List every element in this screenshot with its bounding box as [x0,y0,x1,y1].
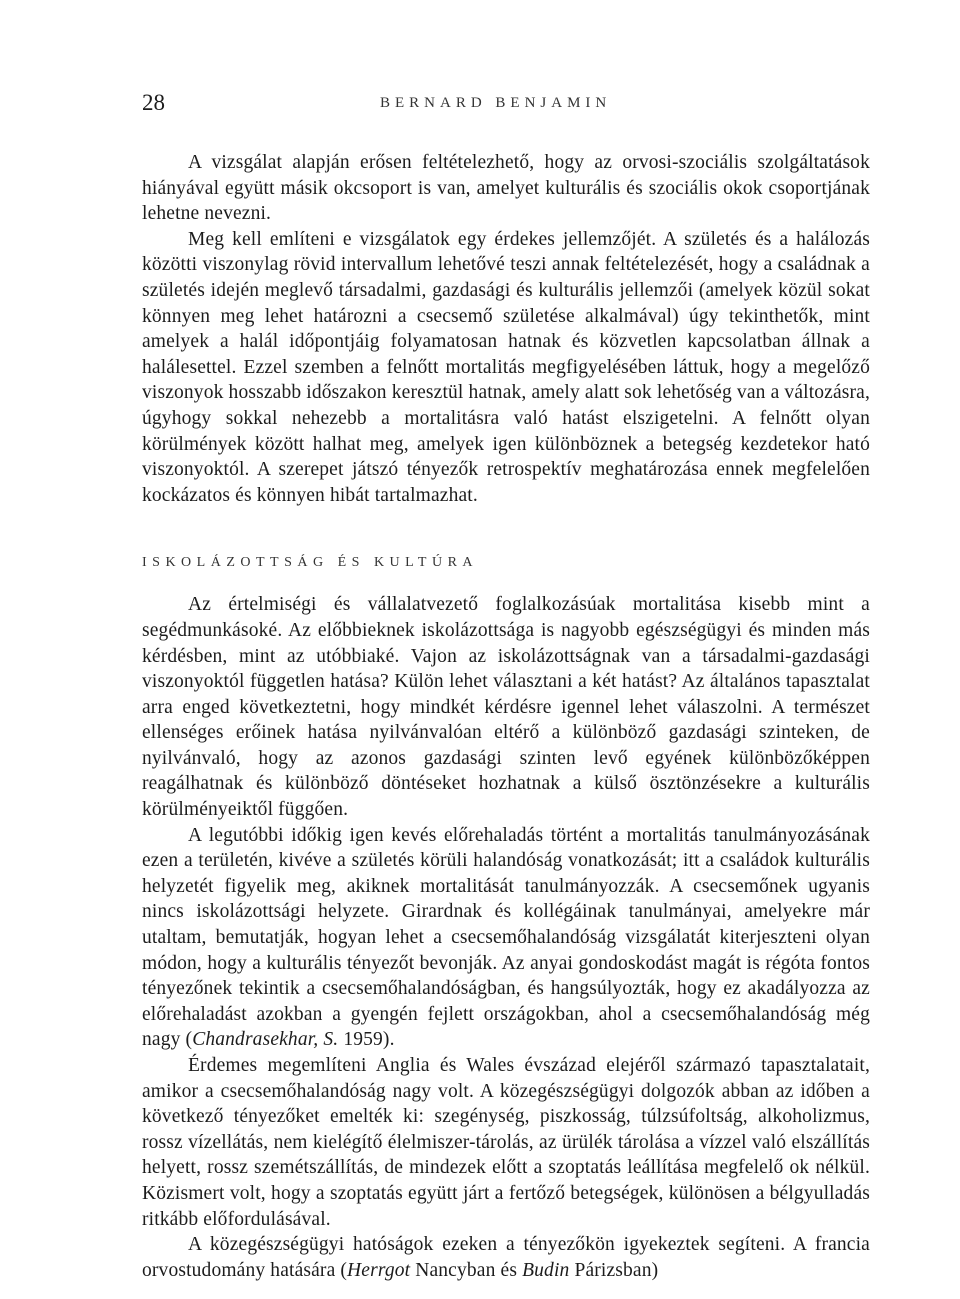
paragraph-text: A legutóbbi időkig igen kevés előrehaladás történt a mortalitás tanulmányozásának ezen a területén, kivéve a születés körüli halandóság vonatkozását; itt a családok kulturális helyzetét figyelik meg, akiknek mortalitását tanulmányozzák. A csecsemőnek ugyanis nincs iskolázottsági helyzete. Girardnak és kollégáinak tanulmányai, amelyekre már utaltam, bemutatják, hogyan lehet a csecsemőhalandóság vizsgálatát kiterjeszteni olyan módon, hogy a kulturális tényezőt bevonják. Az anyai gondoskodást magát is régóta fontos tényezőnek tekintik a csecsemőhalandóságban, és hangsúlyozták, hogy ez akadályozza az előrehaladást azokban a gyengén fejlett országokban, ahol a csecsemőhalandóság még nagy ( [142,824,870,1051]
running-head: BERNARD BENJAMIN [380,95,612,111]
citation-author: Chandrasekhar, S. [192,1029,339,1051]
section-heading: ISKOLÁZOTTSÁG ÉS KULTÚRA [142,555,479,571]
person-name: Budin [522,1259,570,1281]
paragraph: Meg kell említeni e vizsgálatok egy érdekes jellemzőjét. A születés és a halálozás közötti viszonylag rövid intervallum lehetővé teszi annak feltételezését, hogy a családnak a születés idején meglevő társadalmi, gazdasági és kulturális jellemzői (amelyek közül sokat könnyen meg lehet határozni a csecsemő születése alkalmával) úgy tekinthetők, mint amelyek a halál időpontjáig folyamatosan hatnak és közvetlen kapcsolatban állnak a halálesettel. Ezzel szemben a felnőtt mortalitás megfigyelésében láttuk, hogy a megelőző viszonyok hosszabb időszakon keresztül hatnak, amely alatt sok lehetőség van a változásra, úgyhogy sokkal nehezebb a mortalitásra való hatást elszigetelni. A felnőtt olyan körülmények között halhat meg, amelyek igen különböznek a betegség kezdetekor ható viszonyoktól. A szerepet játszó tényezők retrospektív meghatározása ennek megfelelően kockázatos és könnyen hibát tartalmazhat. [142,228,870,506]
paragraph: Az értelmiségi és vállalatvezető foglalkozásúak mortalitása kisebb mint a segédmunkásoké. Az előbbieknek iskolázottsága is nagyobb egészségügyi és minden más kérdésben, mint az utóbbiaké. Vajon az iskolázottságnak van a társadalmi-gazdasági viszonyoktól független hatása? Külön lehet választani a két hatást? Az általános tapasztalat arra enged következtetni, hogy mindkét kérdésre igennel lehet válaszolni. A természet ellenséges erőinek hatása nyilvánvalóan eltérő a különböző gazdasági szinteken, de nyilvánvaló, hogy az azonos gazdasági szinten levő egyének különbözőképpen reagálhatnak és különböző döntéseket hozhatnak a külső ösztönzésekre a kulturális körülményeiktől függően. [142,594,870,821]
paragraph-text: 1959). [338,1029,395,1051]
body-text [142,150,870,1283]
page-number: 28 [142,90,165,115]
paragraph: A vizsgálat alapján erősen feltételezhető, hogy az orvosi-szociális szolgáltatások hiányával együtt másik okcsoport is van, amelyet kulturális és szociális okok csoportjának lehetne nevezni. [142,152,870,225]
paragraph [142,1232,870,1283]
paragraph [142,823,870,1053]
paragraph-text: A közegészségügyi hatóságok ezeken a tényezőkön igyekeztek segíteni. A francia orvostudomány hatására ( [142,1234,870,1281]
paragraph-text: Párizsban) [569,1259,659,1281]
person-name: Herrgot [347,1259,411,1281]
page-header [142,88,870,118]
paragraph: Érdemes megemlíteni Anglia és Wales évszázad elejéről származó tapasztalatait, amikor a csecsemőhalandóság nagy volt. A közegészségügyi dolgozók abban az időben a következő tényezőket emelték ki: szegénység, piszkosság, túlzsúfoltság, alkoholizmus, rossz vízellátás, nem kielégítő élelmiszer-tárolás, az ürülék tárolása a vízzel való elszállítás helyett, rossz szemétszállítás, de mindezek előtt a szoptatás leállítása megfelelő ok nélkül. Közismert volt, hogy a szoptatás együtt járt a fertőző betegségek, különösen a bélgyulladás ritkább előfordulásával. [142,1055,870,1230]
paragraph-text: Nancyban és [410,1259,523,1281]
